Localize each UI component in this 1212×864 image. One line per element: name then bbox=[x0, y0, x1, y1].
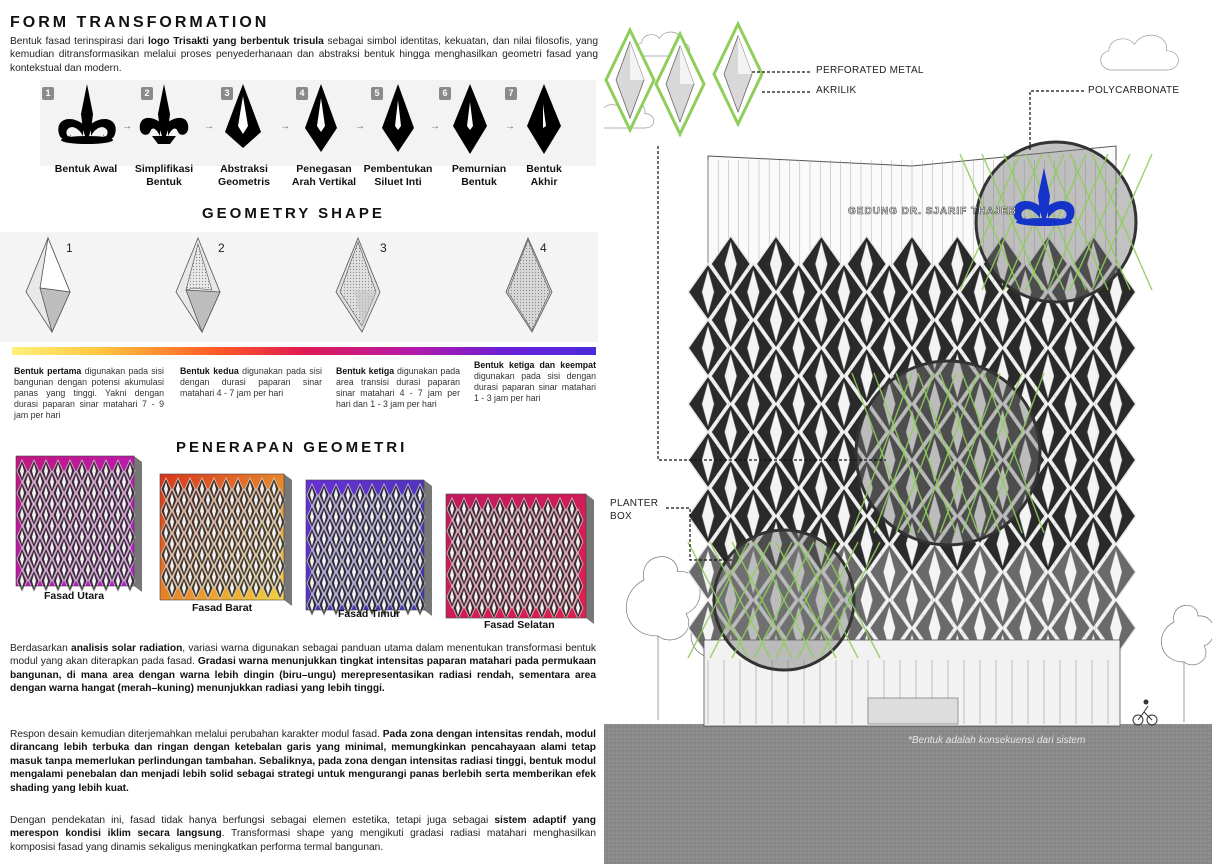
facade-label: Fasad Timur bbox=[338, 608, 401, 620]
solar-radiation-gradient-bar bbox=[12, 347, 596, 355]
shape-1-description: Bentuk pertama digunakan pada sisi bangunan dengan potensi akumulasi panas yang tinggi. Yakni dengan durasi paparan sinar matahari 7 - 9 jam per hari bbox=[14, 366, 164, 420]
building-elevation-panel bbox=[604, 0, 1212, 864]
callout-akrilik: AKRILIK bbox=[816, 85, 857, 96]
step-label: Pemurnian Bentuk bbox=[451, 163, 507, 188]
facade-label: Fasad Selatan bbox=[484, 619, 555, 631]
step-label: Pembentukan Siluet Inti bbox=[363, 163, 433, 188]
footnote: *Bentuk adalah konsekuensi dari sistem bbox=[908, 735, 1086, 746]
arrow-right-icon: → bbox=[355, 121, 365, 132]
building-sign: GEDUNG DR. SJARIF THAJEB bbox=[848, 206, 1018, 217]
step-number: 6 bbox=[439, 87, 451, 100]
step-label: Penegasan Arah Vertikal bbox=[291, 163, 357, 188]
form-transformation-intro bbox=[10, 35, 598, 75]
body-paragraph-2: Respon desain kemudian diterjemahkan melalui perubahan karakter modul fasad. Pada zona dengan intensitas rendah, modul dirancang lebih terbuka dan ringan dengan ketebalan garis yang minimal, memungkinkan pencahayaan alami tetap masuk tanpa memerlukan perlindungan tambahan. Sebaliknya, pada zona dengan intensitas radiasi tinggi, bentuk modul mengalami penebalan dan menjadi lebih solid sebagai strategi untuk mengurangi panas berlebih serta memberikan efek shading yang lebih kuat. bbox=[10, 729, 596, 794]
facade-label: Fasad Utara bbox=[44, 590, 105, 602]
step-number: 3 bbox=[221, 87, 233, 100]
step-label: Simplifikasi Bentuk bbox=[134, 163, 194, 188]
step-number: 1 bbox=[42, 87, 54, 100]
intro-text-post: sebagai simbol identitas, kekuatan, dan nilai filosofis, yang kemudian ditransformasikan melalui proses penyederhanaan dan abstraksi bentuk hingga menghasilkan geometri fasad yang kontekstual dan modern. bbox=[10, 36, 599, 74]
step-6-diamond-icon bbox=[453, 84, 487, 154]
step-4-diamond-icon bbox=[305, 84, 337, 152]
facade-module-3 bbox=[714, 24, 762, 124]
shape-2-description: Bentuk kedua digunakan pada sisi dengan durasi paparan sinar matahari 4 - 7 jam per hari bbox=[180, 366, 322, 398]
geometry-shape-title: GEOMETRY SHAPE bbox=[202, 205, 385, 222]
penerapan-geometri-title: PENERAPAN GEOMETRI bbox=[176, 439, 408, 456]
facade-panel bbox=[160, 474, 292, 606]
geometry-shape-2 bbox=[176, 238, 220, 332]
step-2-trident-icon bbox=[140, 84, 189, 144]
facade-panel bbox=[16, 456, 142, 592]
facade-panel bbox=[446, 494, 594, 624]
arrow-right-icon: → bbox=[280, 121, 290, 132]
shape-number: 1 bbox=[66, 241, 73, 255]
tree-icon bbox=[626, 557, 700, 720]
step-label: Bentuk Akhir bbox=[526, 163, 562, 188]
facade-label: Fasad Barat bbox=[192, 602, 253, 614]
cloud-icon bbox=[1101, 35, 1179, 70]
step-number: 7 bbox=[505, 87, 517, 100]
step-number: 5 bbox=[371, 87, 383, 100]
shape-number: 3 bbox=[380, 241, 387, 255]
shape-number: 2 bbox=[218, 241, 225, 255]
callout-planter-box: PLANTER BOX bbox=[610, 498, 659, 522]
arrow-right-icon: → bbox=[430, 121, 440, 132]
step-number: 4 bbox=[296, 87, 308, 100]
form-transformation-title: FORM TRANSFORMATION bbox=[10, 14, 270, 31]
step-number: 2 bbox=[141, 87, 153, 100]
geometry-shape-1 bbox=[26, 238, 70, 332]
bicycle-icon bbox=[1133, 700, 1157, 725]
shape-4-description: Bentuk ketiga dan keempat digunakan pada sisi dengan durasi paparan sinar matahari 1 - 3 jam per hari bbox=[474, 360, 596, 403]
step-label: Abstraksi Geometris bbox=[218, 163, 270, 188]
step-7-diamond-icon bbox=[527, 84, 561, 154]
step-5-diamond-icon bbox=[382, 84, 414, 152]
step-label: Bentuk Awal bbox=[54, 163, 118, 175]
shape-3-description: Bentuk ketiga digunakan pada area transisi durasi paparan sinar matahari 4 - 7 jam per hari dan 1 - 3 jam per hari bbox=[336, 366, 461, 409]
facade-panel bbox=[306, 480, 432, 616]
zoom-lattice bbox=[852, 361, 1044, 545]
callout-perforated-metal: PERFORATED METAL bbox=[816, 65, 924, 76]
arrow-right-icon: → bbox=[204, 121, 214, 132]
body-paragraph-1: Berdasarkan analisis solar radiation, variasi warna digunakan sebagai panduan utama dalam menentukan transformasi bentuk modul yang akan diterapkan pada fasad. Gradasi warna menunjukkan tingkat intensitas paparan matahari pada permukaan bangunan, di mana area dengan warna lebih dingin (biru–ungu) merepresentasikan radiasi rendah, sementara area dengan warna hangat (merah–kuning) menunjukkan radiasi yang lebih tinggi. bbox=[10, 643, 597, 695]
shape-number: 4 bbox=[540, 241, 547, 255]
facade-applications bbox=[0, 450, 600, 630]
geometry-shape-3 bbox=[336, 238, 380, 332]
arrow-right-icon: → bbox=[505, 121, 515, 132]
tree-icon bbox=[1161, 605, 1212, 722]
callout-polycarbonate: POLYCARBONATE bbox=[1088, 85, 1180, 96]
arrow-right-icon: → bbox=[122, 121, 132, 132]
step-1-trident-icon bbox=[58, 84, 115, 144]
geometry-shapes bbox=[0, 232, 598, 342]
intro-text: Bentuk fasad terinspirasi dari bbox=[10, 36, 148, 47]
step-3-diamond-icon bbox=[225, 84, 261, 148]
intro-bold: logo Trisakti yang berbentuk trisula bbox=[147, 36, 324, 47]
body-paragraph-3: Dengan pendekatan ini, fasad tidak hanya berfungsi sebagai elemen estetika, tetapi juga sebagai sistem adaptif yang merespon kondisi iklim secara langsung. Transformasi shape yang mengikuti gradasi radiasi matahari menghasilkan komposisi fasad yang dinamis sekaligus meningkatkan performa termal bangunan. bbox=[10, 815, 596, 853]
